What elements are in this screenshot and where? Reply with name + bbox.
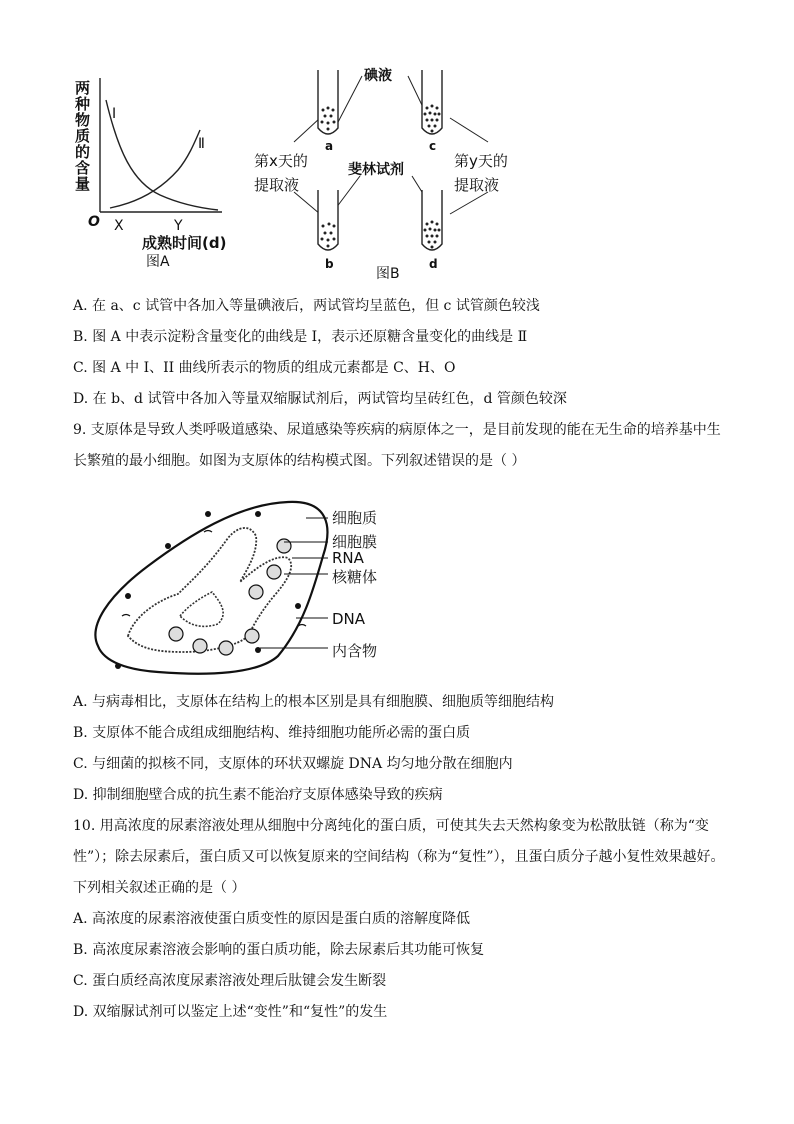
figure-b-iodine-label: 碘液 bbox=[364, 68, 392, 84]
label-dna: DNA bbox=[332, 610, 366, 628]
q10-option-d: D. 双缩脲试剂可以鉴定上述“变性”和“复性”的发生 bbox=[73, 1004, 388, 1020]
q8-option-b: B. 图 A 中表示淀粉含量变化的曲线是 I，表示还原糖含量变化的曲线是 Ⅱ bbox=[73, 329, 528, 345]
q9-option-d: D. 抑制细胞壁合成的抗生素不能治疗支原体感染导致的疾病 bbox=[73, 787, 443, 803]
label-inclusion: 内含物 bbox=[332, 642, 378, 660]
q9-option-c: C. 与细菌的拟核不同，支原体的环状双螺旋 DNA 均匀地分散在细胞内 bbox=[73, 756, 513, 772]
tube-a bbox=[318, 70, 338, 134]
figure-b-tube-c-label: c bbox=[429, 139, 437, 153]
figure-b-right-bottom: 提取液 bbox=[454, 176, 500, 194]
label-ribosome: 核糖体 bbox=[332, 568, 378, 586]
q8-option-d: D. 在 b、d 试管中各加入等量双缩脲试剂后，两试管均呈砖红色，d 管颜色较深 bbox=[73, 391, 567, 407]
figure-a-x-label: 成熟时间(d) bbox=[142, 234, 227, 252]
figure-b-tube-d-label: d bbox=[429, 257, 438, 271]
q8-option-c: C. 图 A 中 I、II 曲线所表示的物质的组成元素都是 C、H、O bbox=[73, 360, 456, 376]
figure-a bbox=[70, 70, 240, 270]
q9-stem-line-2: 长繁殖的最小细胞。如图为支原体的结构模式图。下列叙述错误的是（ ） bbox=[73, 453, 526, 469]
figure-b-left-bottom: 提取液 bbox=[254, 176, 300, 194]
figure-b-right-top: 第y天的 bbox=[454, 152, 508, 170]
figure-a-curve-1 bbox=[106, 100, 218, 210]
figure-a-y-label: 两种物质的含量 bbox=[73, 80, 91, 192]
label-cell-membrane: 细胞膜 bbox=[332, 533, 378, 551]
figure-a-origin: O bbox=[88, 214, 100, 230]
label-rna: RNA bbox=[332, 549, 364, 567]
q10-stem-line-1: 10. 用高浓度的尿素溶液处理从细胞中分离纯化的蛋白质，可使其失去天然构象变为松散肽链（称为“变 bbox=[73, 818, 709, 834]
q10-stem-line-2: 性”）；除去尿素后，蛋白质又可以恢复原来的空间结构（称为“复性”），且蛋白质分子越小复性效果越好。 bbox=[73, 849, 725, 865]
figure-a-curve-2-label: Ⅱ bbox=[198, 136, 205, 152]
figure-a-curve-2 bbox=[110, 130, 200, 208]
figure-b-fehling-label: 斐林试剂 bbox=[348, 162, 404, 178]
tube-b bbox=[318, 190, 338, 250]
q10-option-b: B. 高浓度尿素溶液会影响的蛋白质功能，除去尿素后其功能可恢复 bbox=[73, 942, 485, 958]
mycoplasma-diagram bbox=[88, 496, 408, 676]
q9-stem-line-1: 9. 支原体是导致人类呼吸道感染、尿道感染等疾病的病原体之一，是目前发现的能在无生命的培养基中生 bbox=[73, 422, 721, 438]
q8-option-a: A. 在 a、c 试管中各加入等量碘液后，两试管均呈蓝色，但 c 试管颜色较浅 bbox=[73, 298, 540, 314]
q10-option-a: A. 高浓度的尿素溶液使蛋白质变性的原因是蛋白质的溶解度降低 bbox=[73, 911, 471, 927]
tube-d bbox=[422, 190, 442, 250]
tube-c bbox=[422, 70, 442, 134]
q9-option-b: B. 支原体不能合成组成细胞结构、维持细胞功能所必需的蛋白质 bbox=[73, 725, 471, 741]
figure-a-tick-x: X bbox=[114, 218, 124, 234]
figure-b bbox=[250, 66, 530, 281]
figure-b-caption: 图B bbox=[376, 266, 400, 281]
dna-loop bbox=[128, 528, 291, 652]
q9-option-a: A. 与病毒相比，支原体在结构上的根本区别是具有细胞膜、细胞质等细胞结构 bbox=[73, 694, 555, 710]
figure-a-tick-y: Y bbox=[174, 218, 183, 234]
q10-option-c: C. 蛋白质经高浓度尿素溶液处理后肽键会发生断裂 bbox=[73, 973, 387, 989]
figure-a-curve-1-label: I bbox=[112, 106, 117, 122]
label-cytoplasm: 细胞质 bbox=[332, 509, 378, 527]
q10-stem-line-3: 下列相关叙述正确的是（ ） bbox=[73, 880, 246, 896]
figure-b-tube-a-label: a bbox=[325, 139, 334, 153]
figure-b-left-top: 第x天的 bbox=[254, 152, 308, 170]
figure-b-tube-b-label: b bbox=[325, 257, 334, 271]
figure-a-caption: 图A bbox=[146, 254, 170, 270]
